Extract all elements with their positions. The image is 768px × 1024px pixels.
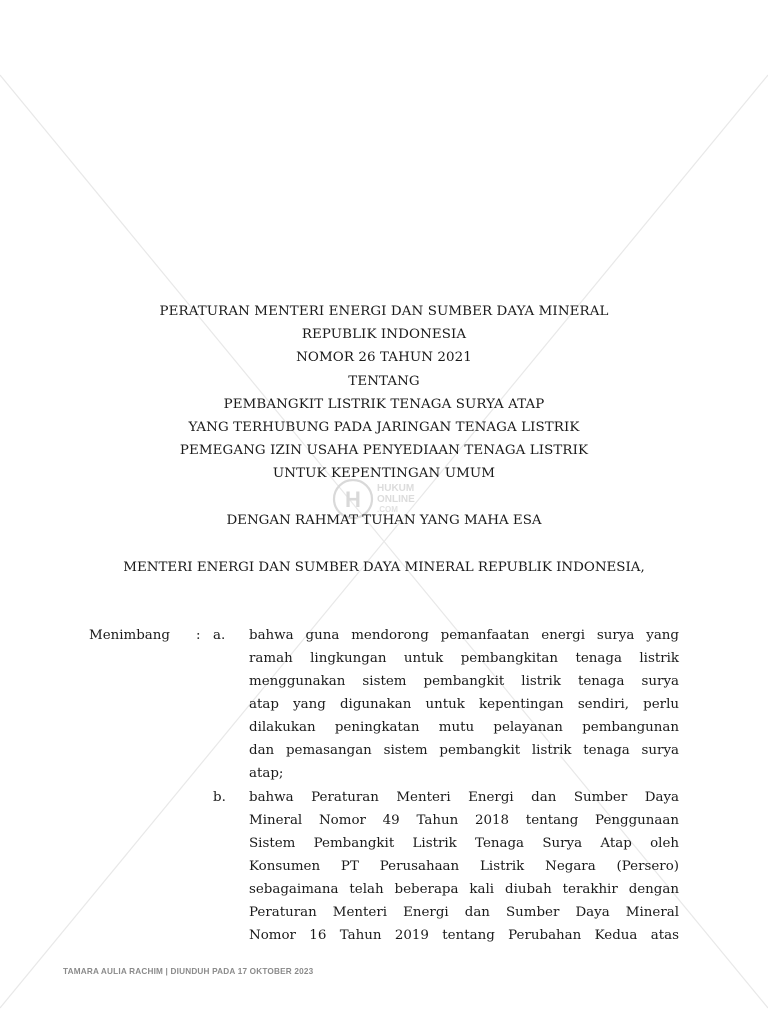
heading-line-2: REPUBLIK INDONESIA (301, 327, 467, 343)
heading-line-6: YANG TERHUBUNG PADA JARINGAN TENAGA LISTRIK (188, 420, 580, 436)
logo-text-3: .COM (377, 505, 398, 514)
item-a-text (249, 624, 679, 785)
heading-line-5: PEMBANGKIT LISTRIK TENAGA SURYA ATAP (223, 396, 545, 412)
item-a-marker: a. (213, 628, 226, 643)
blessing-line: DENGAN RAHMAT TUHAN YANG MAHA ESA (226, 513, 542, 528)
considering-colon: : (196, 628, 201, 643)
item-b-line: Nomor 16 Tahun 2019 tentang Perubahan Kedua atas (249, 928, 679, 943)
item-b-line: Sistem Pembangkit Listrik Tenaga Surya Atap oleh (249, 836, 679, 851)
item-a-line: atap yang digunakan untuk kepentingan sendiri, perlu (249, 697, 679, 712)
item-b-text (249, 786, 679, 947)
item-a-line: atap; (249, 766, 284, 781)
regulation-heading (0, 300, 768, 486)
item-b-line: bahwa Peraturan Menteri Energi dan Sumber Daya (249, 790, 679, 805)
item-a-line: dilakukan peningkatan mutu pelayanan pembangunan (249, 720, 679, 735)
heading-line-8: UNTUK KEPENTINGAN UMUM (272, 466, 496, 482)
minister-line: MENTERI ENERGI DAN SUMBER DAYA MINERAL REPUBLIK INDONESIA, (123, 560, 645, 575)
download-footer: TAMARA AULIA RACHIM | DIUNDUH PADA 17 OKTOBER 2023 (63, 967, 314, 976)
logo-text-1: HUKUM (377, 483, 415, 494)
item-b-line: Konsumen PT Perusahaan Listrik Negara (Persero) (249, 859, 679, 874)
item-a-line: dan pemasangan sistem pembangkit listrik tenaga surya (249, 743, 679, 758)
item-a-line: bahwa guna mendorong pemanfaatan energi surya yang (249, 628, 679, 643)
item-a-line: ramah lingkungan untuk pembangkitan tenaga listrik (249, 651, 679, 666)
item-b-line: Peraturan Menteri Energi dan Sumber Daya Mineral (249, 905, 679, 920)
considering-label: Menimbang (89, 628, 170, 643)
item-b-marker: b. (213, 790, 226, 805)
item-b-line: sebagaimana telah beberapa kali diubah terakhir dengan (249, 882, 679, 897)
item-a-line: menggunakan sistem pembangkit listrik tenaga surya (249, 674, 679, 689)
heading-line-7: PEMEGANG IZIN USAHA PENYEDIAAN TENAGA LISTRIK (179, 443, 589, 459)
logo-letter: H (345, 487, 361, 512)
item-b-line: Mineral Nomor 49 Tahun 2018 tentang Penggunaan (249, 813, 679, 828)
logo-text-2: ONLINE (377, 494, 415, 505)
heading-line-3: NOMOR 26 TAHUN 2021 (296, 350, 472, 366)
heading-line-4: TENTANG (348, 373, 420, 389)
heading-line-1: PERATURAN MENTERI ENERGI DAN SUMBER DAYA MINERAL (159, 304, 609, 319)
